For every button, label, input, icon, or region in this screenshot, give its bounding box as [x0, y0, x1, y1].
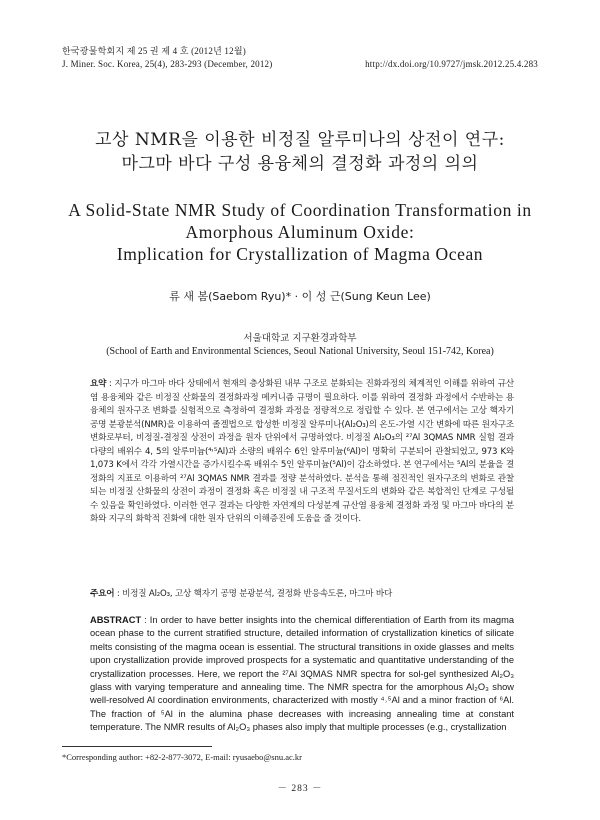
- journal-header-ko: 한국광물학회지 제 25 권 제 4 호 (2012년 12월): [62, 46, 246, 56]
- journal-header-en: J. Miner. Soc. Korea, 25(4), 283-293 (December, 2012): [62, 59, 273, 69]
- title-ko-line2: 마그마 바다 구성 용융체의 결정화 과정의 의의: [121, 154, 479, 174]
- abstract-en: [90, 614, 514, 735]
- title-en-line2: Amorphous Aluminum Oxide:: [185, 222, 415, 242]
- title-en-line3: Implication for Crystallization of Magma Ocean: [116, 244, 484, 264]
- abstract-ko-text: : 지구가 마그마 바다 상태에서 현재의 층상화된 내부 구조로 분화되는 진화과정의 체계적인 이해를 위하여 규산염 용융체와 같은 비정질 산화물의 결정화과정 메커니즘 규명이 필요하다. 이를 위하여 결정화 과정에서 수반하는 용융체의 원자구조 변화를 실험적으로 측정하여 결정화 과정을 정량적으로 정립할 수 있다. 본 연구에서는 고상 핵자기 공명 분광분석(NMR)을 이용하여 졸겔법으로 합성한 비정질 알루미나(Al₂O₃)의 온도-가열 시간 변화에 따른 원자구조 변화로부터, 비정질-결정질 상전이 과정을 원자 단위에서 규명하였다. 비정질 Al₂O₃의 ²⁷Al 3QMAS NMR 실험 결과 다량의 배위수 4, 5의 알루미늄(⁴˒⁵Al)과 소량의 배위수 6인 알루미늄(⁶Al)이 명확히 구분되어 관찰되었고, 973 K와 1,073 K에서 각각 가열시간을 증가시킬수록 배위수 5인 알루미늄(⁵Al)이 감소하였다. 본 연구에서는 ⁵Al의 분율을 결정화의 지표로 이용하여 ²⁷Al 3QMAS NMR 결과를 정량 분석하였다. 분석을 통해 점진적인 원자구조의 변화로 관찰되는 비정질 산화물의 상전이 과정이 결정화 혹은 비정질 내 구조적 무질서도의 변화와 같은 복합적인 단계로 구성될 수 있음을 확인하였다. 이러한 연구 결과는 다양한 자연계의 다성분계 규산염 용융체 결정화 과정 및 마그마 바다의 분화와 지구의 화학적 진화에 대한 원자 단위의 이해증진에 도움을 줄 것이다.: [90, 379, 514, 524]
- corresponding-author-footnote: *Corresponding author: +82-2-877-3072, E-mail: ryusaebo@snu.ac.kr: [62, 752, 302, 762]
- author-line: 류 새 봄(Saebom Ryu)* · 이 성 근(Sung Keun Lee): [169, 290, 431, 303]
- title-en-line1: A Solid-State NMR Study of Coordination Transformation in: [68, 200, 532, 220]
- page-number: － 283 －: [277, 784, 323, 794]
- abstract-en-label: ABSTRACT: [90, 615, 142, 625]
- footnote-rule: [62, 746, 212, 747]
- keywords-ko: [90, 588, 514, 602]
- abstract-en-text: : In order to have better insights into the chemical differentiation of Earth from its magma ocean phase to the current stratified structure, detailed information of crystallization kinetics of silicate melts consisting of the magma ocean is essential. The structural transitions in oxide glasses and melts upon crystallization provide improved prospects for a systematic and quantitative understanding of the crystallization processes. Here, we report the ²⁷Al 3QMAS NMR spectra for sol-gel synthesized Al₂O₃ glass with varying temperature and annealing time. The NMR spectra for the amorphous Al₂O₃ show well-resolved Al coordination environments, characterized with mostly ⁴˒⁵Al and a minor fraction of ⁶Al. The fraction of ⁵Al in the alumina phase decreases with increasing annealing time at constant temperature. The NMR results of Al₂O₃ phases also imply that multiple processes (e.g., crystallization: [90, 615, 514, 733]
- keywords-ko-label: 주요어: [90, 589, 115, 599]
- abstract-ko-label: 요약: [90, 379, 107, 389]
- affiliation-en: (School of Earth and Environmental Sciences, Seoul National University, Seoul 151-742, Korea): [106, 346, 494, 357]
- abstract-ko: [90, 378, 514, 527]
- keywords-ko-text: : 비정질 Al₂O₃, 고상 핵자기 공명 분광분석, 결정화 반응속도론, 마그마 바다: [114, 589, 393, 599]
- affiliation-ko: 서울대학교 지구환경과학부: [243, 333, 357, 344]
- title-ko-line1: 고상 NMR을 이용한 비정질 알루미나의 상전이 연구:: [95, 130, 505, 150]
- doi-link[interactable]: http://dx.doi.org/10.9727/jmsk.2012.25.4.283: [365, 59, 538, 69]
